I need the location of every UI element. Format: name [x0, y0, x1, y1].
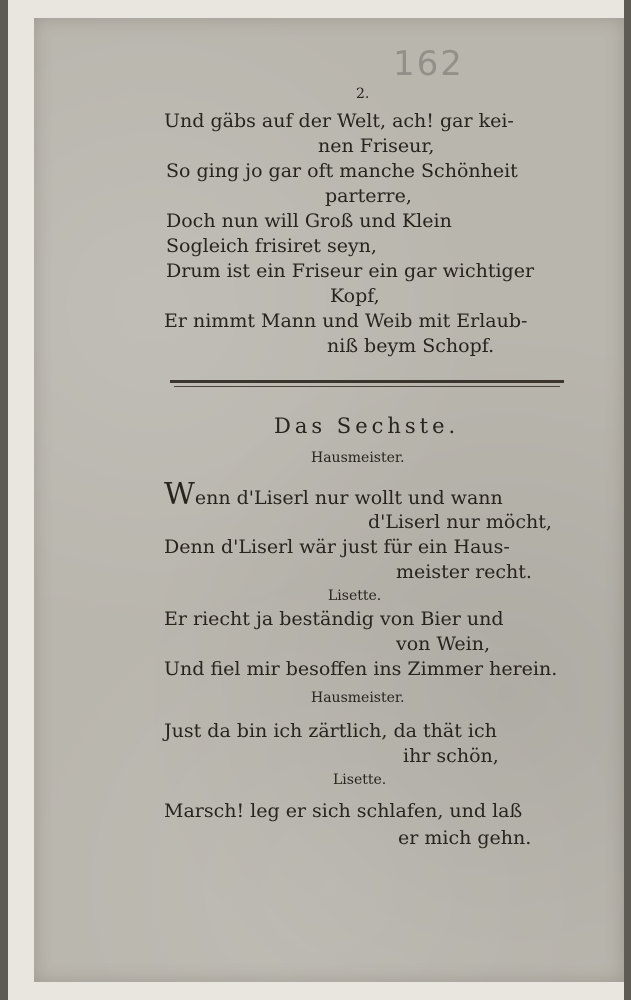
stanza-line: So ging jo gar oft manche Schönheit	[166, 160, 518, 182]
stanza-line: Kopf,	[330, 285, 380, 307]
drop-cap: W	[164, 477, 195, 512]
verse-line: d'Liserl nur möcht,	[368, 511, 552, 533]
section-divider-thin	[174, 386, 560, 387]
stanza-line: Er nimmt Mann und Weib mit Erlaub-	[164, 310, 528, 332]
pencil-page-number: 162	[393, 44, 464, 84]
stanza-line: nen Friseur,	[318, 135, 435, 157]
verse-line: ihr schön,	[403, 745, 499, 767]
speaker-label: Hausmeister.	[311, 450, 405, 466]
section-divider	[170, 380, 564, 383]
stanza-line: parterre,	[325, 185, 412, 207]
stanza-number: 2.	[356, 86, 370, 102]
verse-line: er mich gehn.	[398, 827, 532, 849]
stanza-line: Sogleich frisiret seyn,	[166, 235, 377, 257]
verse-line: Marsch! leg er sich schlafen, und laß	[164, 800, 523, 822]
stanza-line: Doch nun will Groß und Klein	[166, 210, 452, 232]
verse-line: von Wein,	[396, 633, 491, 655]
verse-line-text: enn d'Liserl nur wollt und wann	[194, 487, 503, 509]
speaker-label: Lisette.	[328, 588, 382, 604]
verse-line: Er riecht ja beständig von Bier und	[164, 608, 504, 630]
stanza-line: Und gäbs auf der Welt, ach! gar kei-	[164, 110, 514, 132]
verse-line: Just da bin ich zärtlich, da thät ich	[164, 720, 497, 742]
speaker-label: Hausmeister.	[311, 690, 405, 706]
section-title: Das Sechste.	[274, 414, 460, 438]
verse-line: Und fiel mir besoffen ins Zimmer herein.	[164, 658, 558, 680]
verse-line-with-dropcap	[164, 477, 503, 512]
stanza-line: niß beym Schopf.	[327, 335, 495, 357]
verse-line: Denn d'Liserl wär just für ein Haus-	[164, 536, 510, 558]
stanza-line: Drum ist ein Friseur ein gar wichtiger	[166, 260, 535, 282]
speaker-label: Lisette.	[333, 772, 387, 788]
verse-line: meister recht.	[396, 561, 532, 583]
